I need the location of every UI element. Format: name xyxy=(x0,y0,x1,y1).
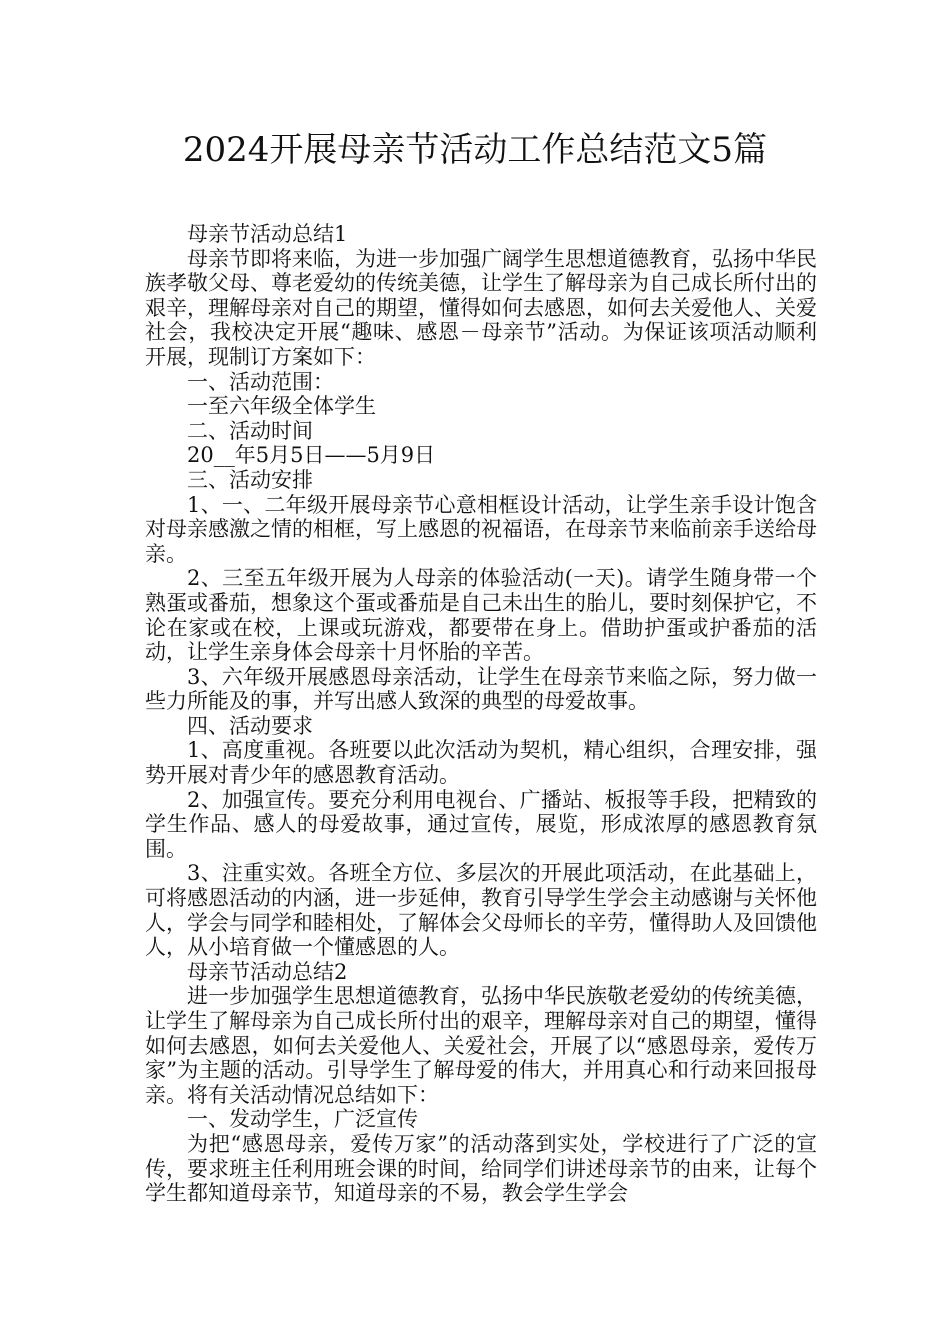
body-paragraph: 进一步加强学生思想道德教育，弘扬中华民族敬老爱幼的传统美德，让学生了解母亲为自己成长所付出的艰辛，理解母亲对自己的期望，懂得如何去感恩，如何去关爱他人、关爱社会，开展了以“感恩母亲，爱传万家”为主题的活动。引导学生了解母爱的伟大，并用真心和行动来回报母亲。将有关活动情况总结如下： xyxy=(145,984,817,1107)
subheading-mobilize-students: 一、发动学生，广泛宣传 xyxy=(187,1107,418,1132)
body-paragraph: 20__年5月5日——5月9日 xyxy=(187,443,436,468)
body-paragraph: 2、三至五年级开展为人母亲的体验活动(一天)。请学生随身带一个熟蛋或番茄，想象这个蛋或番茄是自己未出生的胎儿，要时刻保护它，不论在家或在校，上课或玩游戏，都要带在身上。借助护蛋或护番茄的活动，让学生亲身体会母亲十月怀胎的辛苦。 xyxy=(145,566,817,665)
subheading-activity-time: 二、活动时间 xyxy=(187,418,313,443)
body-paragraph: 2、加强宣传。要充分利用电视台、广播站、板报等手段，把精致的学生作品、感人的母爱故事，通过宣传，展览，形成浓厚的感恩教育氛围。 xyxy=(145,787,817,861)
body-paragraph: 母亲节即将来临，为进一步加强广阔学生思想道德教育，弘扬中华民族孝敬父母、尊老爱幼的传统美德，让学生了解母亲为自己成长所付出的艰辛，理解母亲对自己的期望，懂得如何去感恩，如何去关爱他人、关爱社会，我校决定开展“趣味、感恩－母亲节”活动。为保证该项活动顺利开展，现制订方案如下： xyxy=(145,246,817,369)
body-paragraph: 3、注重实效。各班全方位、多层次的开展此项活动，在此基础上，可将感恩活动的内涵，进一步延伸，教育引导学生学会主动感谢与关怀他人，学会与同学和睦相处，了解体会父母师长的辛劳，懂得助人及回馈他人，从小培育做一个懂感恩的人。 xyxy=(145,861,817,960)
document-title: 2024开展母亲节活动工作总结范文5篇 xyxy=(182,130,768,170)
subheading-activity-arrangement: 三、活动安排 xyxy=(187,467,313,492)
body-paragraph: 为把“感恩母亲，爱传万家”的活动落到实处，学校进行了广泛的宣传，要求班主任利用班会课的时间，给同学们讲述母亲节的由来，让每个学生都知道母亲节，知道母亲的不易，教会学生学会 xyxy=(145,1131,817,1206)
section-heading-summary-1: 母亲节活动总结1 xyxy=(187,222,348,246)
subheading-activity-scope: 一、活动范围： xyxy=(187,369,334,394)
body-paragraph: 一至六年级全体学生 xyxy=(187,394,376,419)
section-heading-summary-2: 母亲节活动总结2 xyxy=(187,959,348,984)
subheading-activity-requirements: 四、活动要求 xyxy=(187,713,313,738)
body-paragraph: 3、六年级开展感恩母亲活动，让学生在母亲节来临之际，努力做一些力所能及的事，并写出感人致深的典型的母爱故事。 xyxy=(145,664,817,714)
body-paragraph: 1、高度重视。各班要以此次活动为契机，精心组织，合理安排，强势开展对青少年的感恩教育活动。 xyxy=(145,738,817,788)
body-paragraph: 1、一、二年级开展母亲节心意相框设计活动，让学生亲手设计饱含对母亲感激之情的相框，写上感恩的祝福语，在母亲节来临前亲手送给母亲。 xyxy=(145,492,817,566)
document-body xyxy=(145,222,817,1206)
